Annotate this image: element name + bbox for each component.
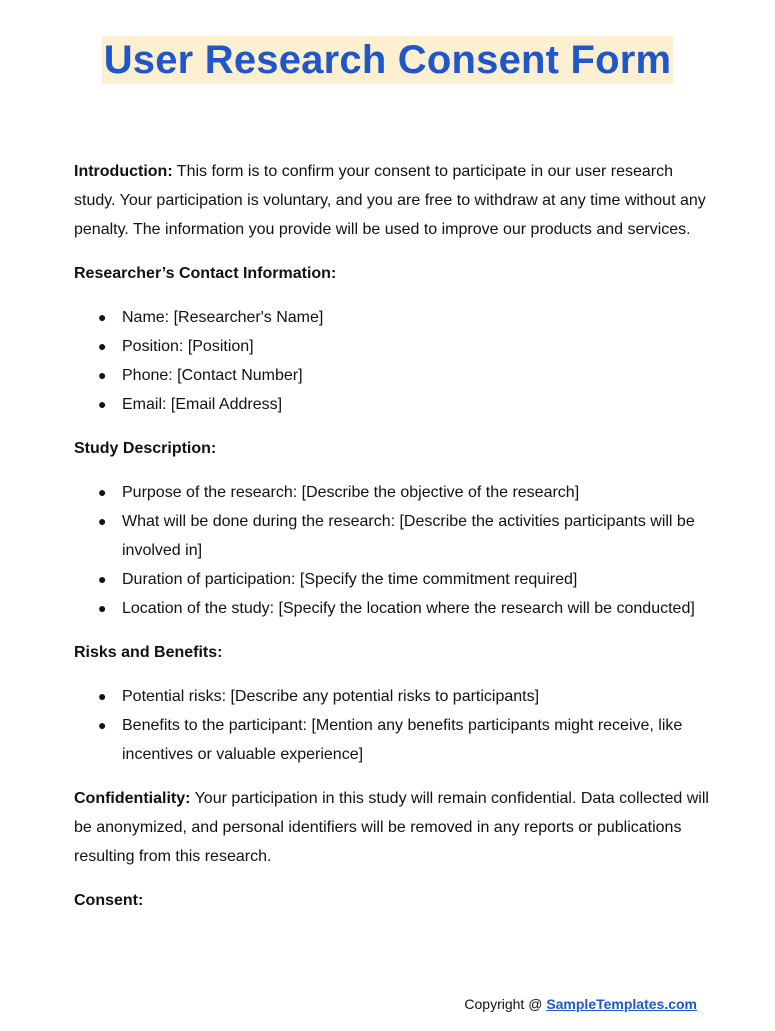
copyright-text: Copyright @: [464, 996, 543, 1012]
list-item-text: Phone: [Contact Number]: [122, 367, 303, 384]
list-item: [74, 565, 714, 594]
page-title: User Research Consent Form: [103, 38, 672, 82]
bullet-icon: ●: [98, 688, 107, 704]
list-item: [74, 332, 714, 361]
list-item: [74, 507, 714, 565]
bullet-icon: ●: [98, 396, 107, 412]
list-item-text: Duration of participation: [Specify the time commitment required]: [122, 571, 578, 588]
confidentiality-text: Your participation in this study will remain confidential. Data collected will be anonymized, and personal identifiers will be removed in any reports or publications resulting from this research.: [74, 790, 709, 865]
list-item-text: Potential risks: [Describe any potential risks to participants]: [122, 688, 540, 705]
list-item-text: Benefits to the participant: [Mention any benefits participants might receive, like incentives or valuable experience]: [122, 717, 683, 763]
list-item-text: What will be done during the research: [Describe the activities participants will be involved in]: [122, 513, 695, 559]
consent-heading: Consent:: [74, 892, 144, 909]
bullet-icon: ●: [98, 367, 107, 383]
list-item: [74, 361, 714, 390]
list-item-text: Position: [Position]: [122, 338, 254, 355]
document-body: [74, 157, 714, 930]
copyright-footer: [464, 994, 697, 1014]
title-container: [0, 36, 775, 84]
list-item-text: Location of the study: [Specify the location where the research will be conducted]: [122, 600, 695, 617]
list-item: [74, 682, 714, 711]
list-item: [74, 390, 714, 419]
bullet-icon: ●: [98, 571, 107, 587]
bullet-icon: ●: [98, 513, 107, 529]
list-item: [74, 594, 714, 623]
sampletemplates-link[interactable]: SampleTemplates.com: [546, 996, 697, 1012]
risks-list: [74, 682, 714, 769]
introduction-text: This form is to confirm your consent to participate in our user research study. Your participation is voluntary, and you are free to withdraw at any time without any penalty. The information you provide will be used to improve our products and services.: [74, 163, 706, 238]
introduction-paragraph: [74, 157, 714, 244]
bullet-icon: ●: [98, 484, 107, 500]
introduction-label: Introduction:: [74, 163, 173, 180]
contact-list: [74, 303, 714, 419]
bullet-icon: ●: [98, 600, 107, 616]
confidentiality-paragraph: [74, 784, 714, 871]
study-list: [74, 478, 714, 623]
list-item-text: Name: [Researcher's Name]: [122, 309, 324, 326]
list-item: [74, 303, 714, 332]
confidentiality-label: Confidentiality:: [74, 790, 191, 807]
bullet-icon: ●: [98, 309, 107, 325]
list-item-text: Email: [Email Address]: [122, 396, 283, 413]
risks-heading: Risks and Benefits:: [74, 644, 223, 661]
list-item: [74, 478, 714, 507]
bullet-icon: ●: [98, 338, 107, 354]
list-item: [74, 711, 714, 769]
list-item-text: Purpose of the research: [Describe the objective of the research]: [122, 484, 580, 501]
contact-heading: Researcher’s Contact Information:: [74, 265, 337, 282]
study-heading: Study Description:: [74, 440, 217, 457]
bullet-icon: ●: [98, 717, 107, 733]
